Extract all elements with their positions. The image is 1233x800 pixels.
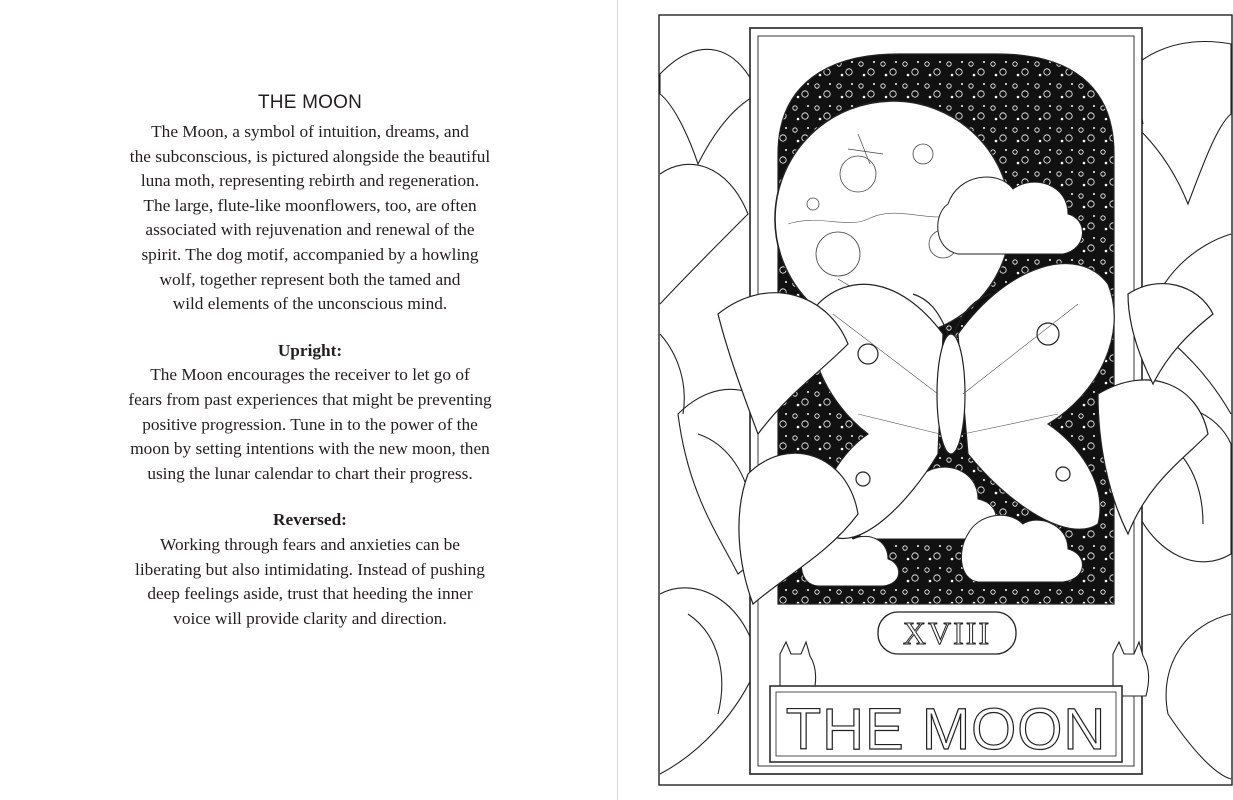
reversed-paragraph bbox=[90, 533, 530, 631]
text-line: liberating but also intimidating. Instead of pushing bbox=[135, 559, 485, 579]
text-line: fears from past experiences that might be preventing bbox=[128, 389, 492, 409]
card-description-block bbox=[90, 92, 530, 631]
text-line: The Moon encourages the receiver to let go of bbox=[150, 365, 470, 385]
page-title: THE MOON bbox=[258, 92, 362, 113]
card-numeral: XVIII bbox=[902, 615, 992, 651]
text-line: The large, flute-like moonflowers, too, are often bbox=[143, 195, 477, 215]
text-line: associated with rejuvenation and renewal of the bbox=[145, 220, 475, 240]
text-line: Working through fears and anxieties can be bbox=[160, 534, 460, 554]
text-line: positive progression. Tune in to the power of the bbox=[142, 414, 478, 434]
text-line: voice will provide clarity and direction. bbox=[173, 608, 447, 628]
text-line: wolf, together represent both the tamed and bbox=[159, 269, 461, 289]
card-name: THE MOON bbox=[785, 697, 1107, 762]
text-line: the subconscious, is pictured alongside the beautiful bbox=[129, 146, 491, 166]
right-page bbox=[618, 0, 1233, 800]
text-line: deep feelings aside, trust that heeding the inner bbox=[147, 584, 473, 604]
text-line: using the lunar calendar to chart their progress. bbox=[147, 463, 473, 483]
text-line: wild elements of the unconscious mind. bbox=[172, 294, 448, 314]
upright-heading: Upright: bbox=[277, 340, 343, 360]
reversed-heading: Reversed: bbox=[273, 510, 347, 530]
text-line: moon by setting intentions with the new moon, then bbox=[130, 439, 490, 459]
upright-paragraph bbox=[90, 363, 530, 486]
text-line: luna moth, representing rebirth and regeneration. bbox=[140, 171, 480, 191]
text-line: spirit. The dog motif, accompanied by a howling bbox=[141, 244, 479, 264]
moon-card-illustration bbox=[658, 14, 1233, 786]
text-line: The Moon, a symbol of intuition, dreams, and bbox=[151, 122, 469, 141]
description-paragraph bbox=[90, 120, 530, 317]
